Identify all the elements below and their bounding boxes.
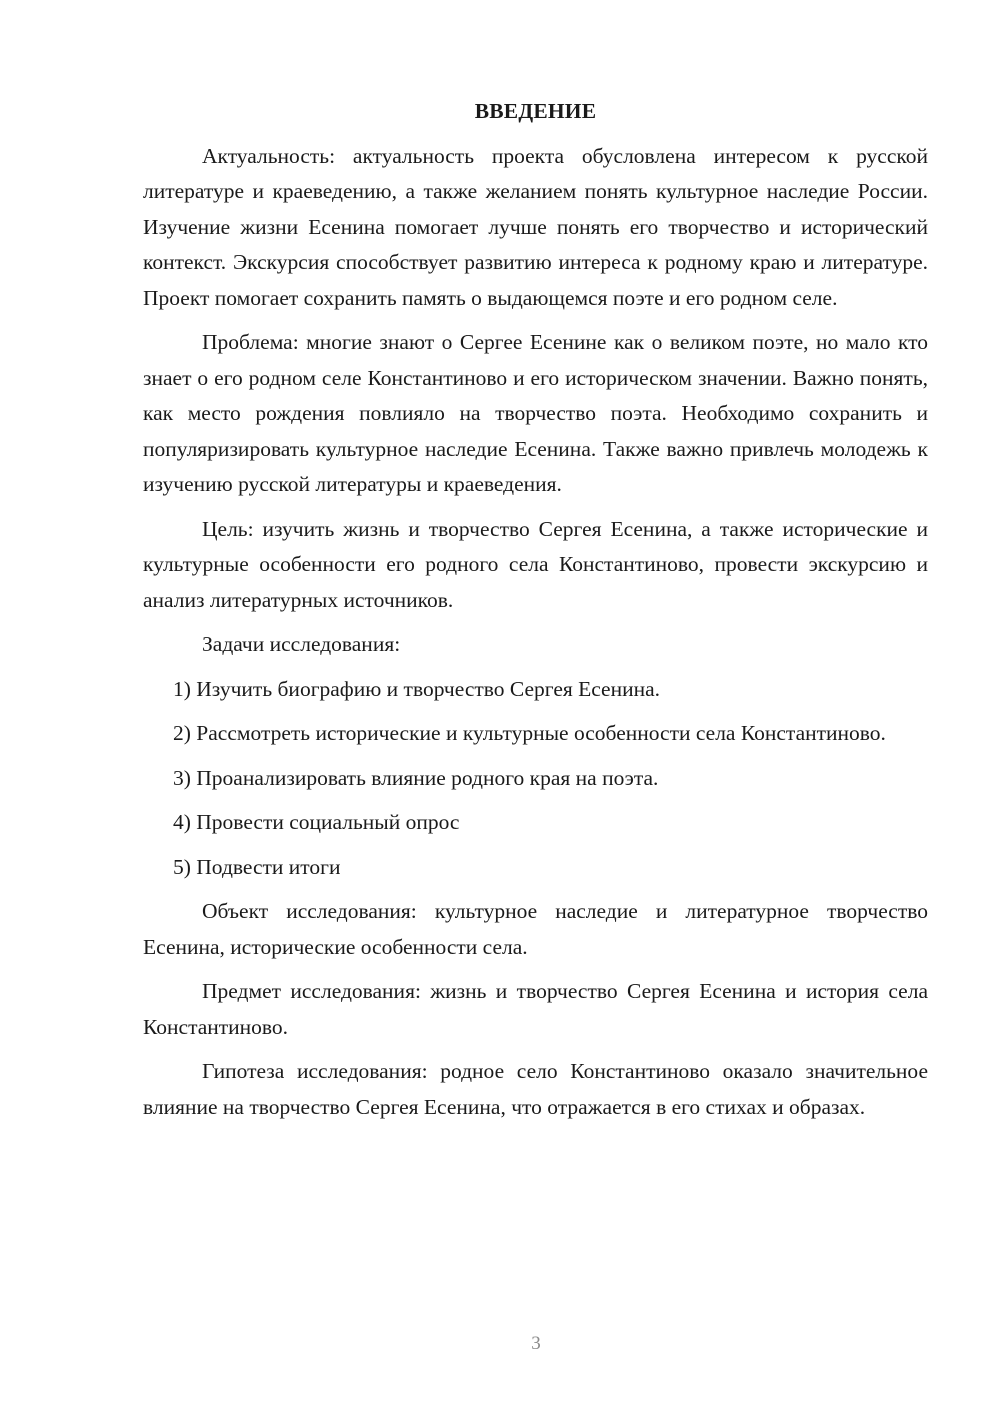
- task-item-2: 2) Рассмотреть исторические и культурные особенности села Константиново.: [173, 721, 886, 745]
- goal-paragraph: Цель: изучить жизнь и творчество Сергея Есенина, а также исторические и культурные особенности его родного села Константиново, провести экскурсию и анализ литературных источников.: [143, 516, 928, 612]
- task-item-1: 1) Изучить биографию и творчество Сергея Есенина.: [173, 676, 661, 701]
- page-number: 3: [531, 1333, 541, 1354]
- relevance-paragraph: Актуальность: актуальность проекта обусловлена интересом к русской литературе и краеведению, а также желанием понять культурное наследие России. Изучение жизни Есенина помогает лучше понять его творчество и исторический контекст. Экскурсия способствует развитию интереса к родному краю и литературе. Проект помогает сохранить память о выдающемся поэте и его родном селе.: [143, 143, 928, 310]
- section-heading: ВВЕДЕНИЕ: [474, 99, 597, 123]
- task-item-3: 3) Проанализировать влияние родного края на поэта.: [173, 765, 659, 790]
- page-content: [143, 94, 928, 1134]
- hypothesis-paragraph: Гипотеза исследования: родное село Константиново оказало значительное влияние на творчество Сергея Есенина, что отражается в его стихах и образах.: [143, 1059, 928, 1119]
- problem-paragraph: Проблема: многие знают о Сергее Есенине как о великом поэте, но мало кто знает о его родном селе Константиново и его историческом значении. Важно понять, как место рождения повлияло на творчество поэта. Необходимо сохранить и популяризировать культурное наследие Есенина. Также важно привлечь молодежь к изучению русской литературы и краеведения.: [143, 330, 928, 496]
- subject-paragraph: Предмет исследования: жизнь и творчество Сергея Есенина и история села Константиново.: [143, 979, 928, 1039]
- task-item-4: 4) Провести социальный опрос: [173, 810, 460, 834]
- tasks-title: Задачи исследования:: [202, 632, 401, 656]
- task-item-5: 5) Подвести итоги: [173, 854, 341, 879]
- object-paragraph: Объект исследования: культурное наследие и литературное творчество Есенина, исторические особенности села.: [143, 899, 928, 959]
